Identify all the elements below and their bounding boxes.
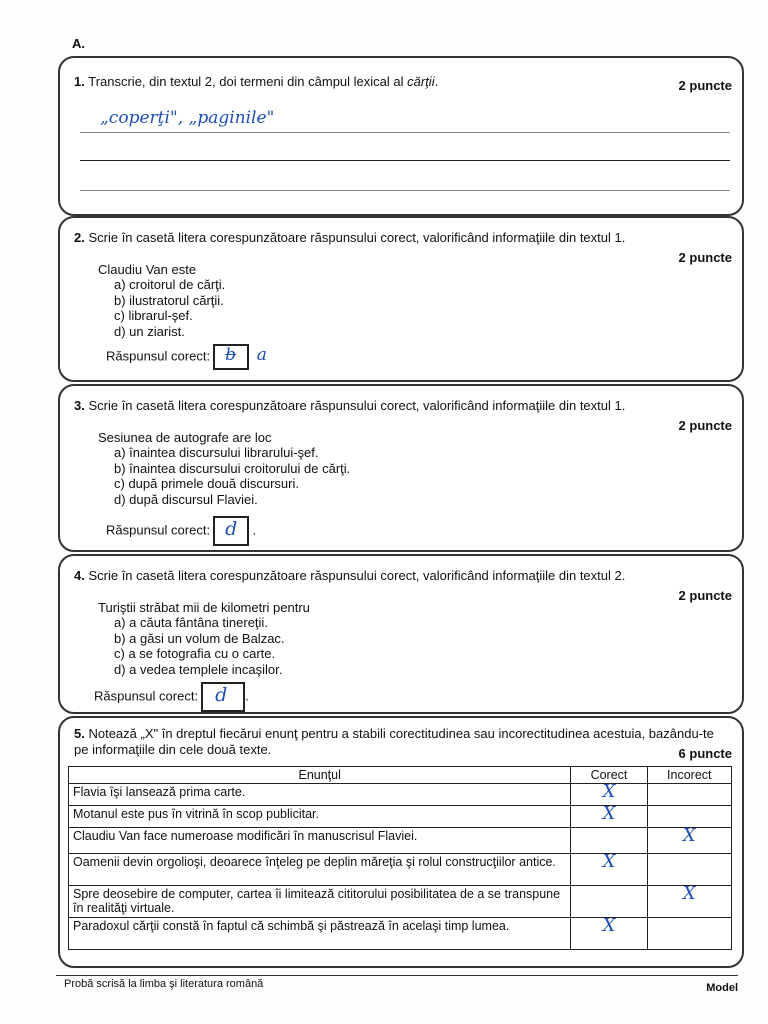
- true-false-table: [68, 766, 732, 950]
- table-row: [69, 828, 732, 854]
- question-3-answer: Răspunsul corect: d .: [106, 516, 256, 546]
- table-row: [69, 854, 732, 886]
- statement-cell: Oamenii devin orgolioşi, deoarece înţeleg pe deplin măreţia şi rolul construcţiilor antice.: [69, 854, 571, 886]
- option-a: a) înaintea discursului librarului-şef.: [114, 445, 319, 460]
- answer-box[interactable]: [213, 516, 249, 546]
- correct-cell[interactable]: [571, 803, 647, 828]
- page-footer: [56, 975, 738, 994]
- question-2-points: 2 puncte: [678, 250, 732, 265]
- question-1-box: [58, 56, 744, 216]
- header-incorrect: Incorect: [647, 767, 731, 784]
- option-d: d) a vedea templele incaşilor.: [114, 661, 283, 677]
- option-b: b) a găsi un volum de Balzac.: [114, 630, 285, 646]
- question-4-answer: Răspunsul corect: d .: [94, 682, 249, 712]
- table-row: [69, 784, 732, 806]
- question-2-text: 2. Scrie în casetă litera corespunzătoare răspunsului corect, valorificând informaţiile din textul 1.: [74, 230, 626, 245]
- question-1-text: 1. Transcrie, din textul 2, doi termeni din câmpul lexical al cărţii.: [74, 74, 439, 89]
- question-5-points: 6 puncte: [678, 746, 732, 761]
- question-2-options: [114, 277, 225, 339]
- question-5-box: [58, 716, 744, 968]
- answer-line: [80, 160, 730, 161]
- incorrect-cell[interactable]: [647, 854, 731, 886]
- statement-cell: Claudiu Van face numeroase modificări în manuscrisul Flaviei.: [69, 828, 571, 854]
- x-mark: X: [682, 883, 696, 904]
- written-answer: d: [215, 684, 228, 706]
- option-b: b) înaintea discursului croitorului de cărţi.: [114, 460, 351, 476]
- table-row: [69, 806, 732, 828]
- x-mark: X: [602, 915, 616, 936]
- crossed-answer: b: [225, 345, 236, 365]
- question-4-box: [58, 554, 744, 714]
- answer-line: [80, 190, 730, 191]
- statement-cell: Paradoxul cărţii constă în faptul că schimbă şi păstrează în acelaşi timp lumea.: [69, 918, 571, 950]
- statement-cell: Flavia îşi lansează prima carte.: [69, 784, 571, 806]
- table-row: [69, 886, 732, 918]
- question-2-answer: Răspunsul corect: b a: [106, 344, 267, 370]
- option-d: d) după discursul Flaviei.: [114, 491, 258, 507]
- incorrect-cell[interactable]: [647, 825, 731, 854]
- option-c: c) librarul-şef.: [114, 308, 193, 323]
- answer-box[interactable]: [201, 682, 245, 712]
- correct-cell[interactable]: [571, 886, 647, 918]
- incorrect-cell[interactable]: [647, 784, 731, 806]
- statement-cell: Motanul este pus în vitrină în scop publicitar.: [69, 806, 571, 828]
- x-mark: X: [682, 825, 696, 846]
- question-2-stem: Claudiu Van este: [98, 262, 197, 277]
- x-mark: X: [602, 803, 616, 824]
- written-answer: d: [225, 518, 238, 540]
- x-mark: X: [602, 781, 616, 802]
- option-a: a) croitorul de cărţi.: [114, 277, 226, 292]
- incorrect-cell[interactable]: [647, 918, 731, 950]
- question-2-box: [58, 216, 744, 382]
- answer-line: [80, 132, 730, 133]
- option-c: c) după primele două discursuri.: [114, 476, 299, 491]
- correct-cell[interactable]: [571, 915, 647, 950]
- answer-box[interactable]: [213, 344, 249, 370]
- question-3-text: 3. Scrie în casetă litera corespunzătoare răspunsului corect, valorificând informaţiile din textul 1.: [74, 398, 626, 413]
- option-b: b) ilustratorul cărţii.: [114, 292, 224, 308]
- header-statement: Enunţul: [69, 767, 571, 784]
- correct-cell[interactable]: [571, 851, 647, 886]
- corrected-answer: a: [256, 345, 267, 366]
- question-4-text: 4. Scrie în casetă litera corespunzătoare răspunsului corect, valorificând informaţiile din textul 2.: [74, 568, 626, 583]
- question-4-stem: Turiştii străbat mii de kilometri pentru: [98, 600, 310, 615]
- question-4-points: 2 puncte: [678, 588, 732, 603]
- question-3-box: [58, 384, 744, 552]
- question-5-text: 5. Notează „X" în dreptul fiecărui enunţ pentru a stabili corectitudinea sau incorectitudinea acestuia, bazându-te pe informaţiile din cele două texte.: [74, 726, 714, 757]
- x-mark: X: [602, 851, 616, 872]
- option-a: a) a căuta fântâna tinereţii.: [114, 615, 268, 630]
- question-3-options: [114, 445, 350, 507]
- table-header-row: [69, 767, 732, 784]
- option-d: d) un ziarist.: [114, 323, 185, 339]
- statement-cell: Spre deosebire de computer, cartea îi limitează cititorului posibilitatea de a se transpune în realităţi virtuale.: [69, 886, 571, 918]
- option-c: c) a se fotografia cu o carte.: [114, 646, 276, 661]
- question-4-options: [114, 615, 285, 677]
- footer-model-label: Model: [706, 982, 738, 994]
- section-label: A.: [72, 36, 85, 51]
- incorrect-cell[interactable]: [647, 883, 731, 918]
- question-3-stem: Sesiunea de autografe are loc: [98, 430, 272, 445]
- footer-exam-title: Probă scrisă la limba şi literatura română: [64, 978, 264, 990]
- correct-cell[interactable]: [571, 828, 647, 854]
- table-row: [69, 918, 732, 950]
- question-1-handwritten-answer[interactable]: „coperţi", „paginile": [100, 108, 275, 128]
- header-correct: Corect: [571, 767, 647, 784]
- question-3-points: 2 puncte: [678, 418, 732, 433]
- question-1-points: 2 puncte: [678, 78, 732, 93]
